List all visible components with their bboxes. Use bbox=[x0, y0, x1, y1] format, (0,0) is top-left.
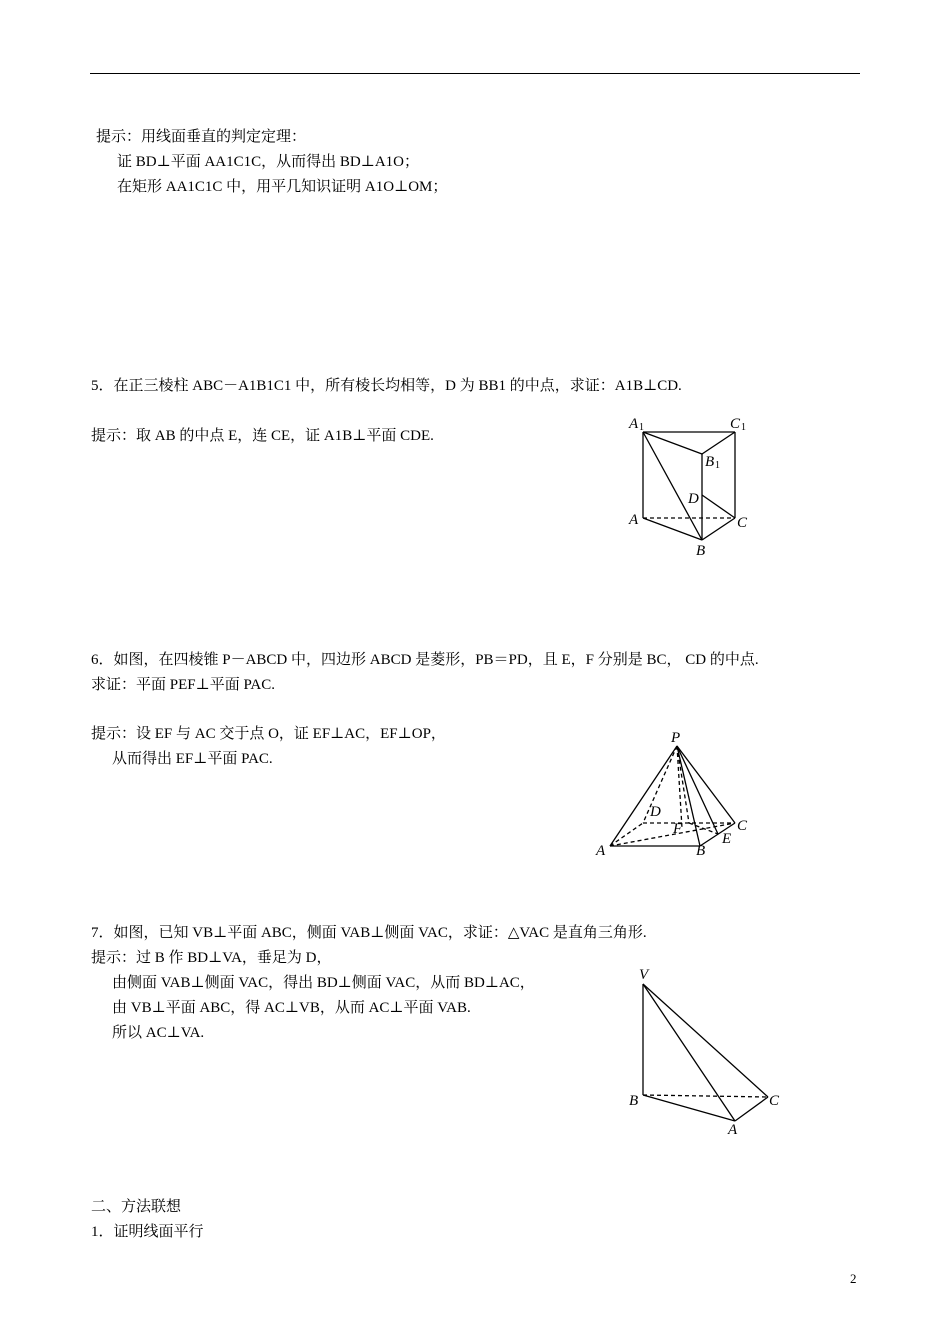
problem6-statement-line2: 求证：平面 PEF⊥平面 PAC. bbox=[91, 677, 276, 693]
edge-BC-hidden bbox=[643, 1095, 768, 1097]
problem6-hint-line1: 提示：设 EF 与 AC 交于点 O，证 EF⊥AC，EF⊥OP， bbox=[91, 726, 446, 742]
label-C: C bbox=[737, 818, 748, 834]
section2-item1: 1．证明线面平行 bbox=[91, 1224, 204, 1240]
tetrahedron-figure bbox=[620, 960, 790, 1140]
edge-BA bbox=[643, 1095, 735, 1121]
label-A: A bbox=[596, 843, 606, 859]
page-number: 2 bbox=[850, 1271, 857, 1286]
edge-A1B1 bbox=[643, 432, 702, 454]
problem7-statement: 7．如图，已知 VB⊥平面 ABC，侧面 VAB⊥侧面 VAC，求证：△VAC 是直角三角形. bbox=[91, 925, 647, 941]
label-V: V bbox=[639, 967, 649, 983]
label-A1: A bbox=[629, 416, 639, 432]
edge-AC bbox=[735, 1097, 768, 1121]
edge-AB bbox=[643, 518, 702, 540]
section2-heading: 二、方法联想 bbox=[91, 1199, 182, 1215]
segment-PE bbox=[677, 746, 718, 834]
label-C1-sub: 1 bbox=[741, 422, 746, 433]
label-C: C bbox=[769, 1093, 780, 1109]
label-D: D bbox=[650, 804, 661, 820]
label-C: C bbox=[737, 515, 748, 531]
segment-A1B bbox=[643, 432, 702, 540]
label-B1-sub: 1 bbox=[715, 460, 720, 471]
problem7-hint-line4: 所以 AC⊥VA. bbox=[112, 1025, 205, 1041]
hint4-line2: 证 BD⊥平面 AA1C1C，从而得出 BD⊥A1O； bbox=[117, 154, 419, 170]
edge-VC bbox=[643, 984, 768, 1097]
problem6-hint-line2: 从而得出 EF⊥平面 PAC. bbox=[112, 751, 273, 767]
label-F: F bbox=[673, 821, 683, 837]
label-B1: B bbox=[705, 454, 715, 470]
label-A: A bbox=[728, 1122, 738, 1138]
pyramid-figure bbox=[590, 725, 760, 865]
problem7-hint-line3: 由 VB⊥平面 ABC，得 AC⊥VB，从而 AC⊥平面 VAB. bbox=[112, 1000, 471, 1016]
label-B: B bbox=[696, 843, 706, 859]
label-B: B bbox=[696, 543, 706, 559]
hint4-line3: 在矩形 AA1C1C 中，用平几知识证明 A1O⊥OM； bbox=[117, 179, 448, 195]
problem5-statement: 5．在正三棱柱 ABC－A1B1C1 中，所有棱长均相等，D 为 BB1 的中点，求证：A1B⊥CD. bbox=[91, 378, 682, 394]
label-D: D bbox=[688, 491, 699, 507]
label-A: A bbox=[629, 512, 639, 528]
edge-B1C1 bbox=[702, 432, 735, 454]
prism-figure bbox=[620, 408, 760, 558]
label-P: P bbox=[671, 730, 681, 746]
problem6-statement-line1: 6．如图，在四棱锥 P－ABCD 中，四边形 ABCD 是菱形，PB＝PD，且 E，F 分别是 BC， CD 的中点. bbox=[91, 652, 759, 668]
label-C1: C bbox=[730, 416, 741, 432]
edge-PA bbox=[610, 746, 677, 846]
problem7-hint-line2: 由侧面 VAB⊥侧面 VAC，得出 BD⊥侧面 VAC，从而 BD⊥AC， bbox=[112, 975, 535, 991]
label-E: E bbox=[722, 831, 732, 847]
edge-VA bbox=[643, 984, 735, 1121]
hint4-line1: 提示：用线面垂直的判定定理： bbox=[96, 129, 307, 145]
header-rule bbox=[90, 73, 860, 74]
label-A1-sub: 1 bbox=[639, 422, 644, 433]
segment-DC bbox=[702, 495, 735, 518]
problem5-hint: 提示：取 AB 的中点 E，连 CE，证 A1B⊥平面 CDE. bbox=[91, 428, 434, 444]
label-B: B bbox=[629, 1093, 639, 1109]
problem7-hint-line1: 提示：过 B 作 BD⊥VA，垂足为 D， bbox=[91, 950, 332, 966]
edge-BC bbox=[702, 518, 735, 540]
